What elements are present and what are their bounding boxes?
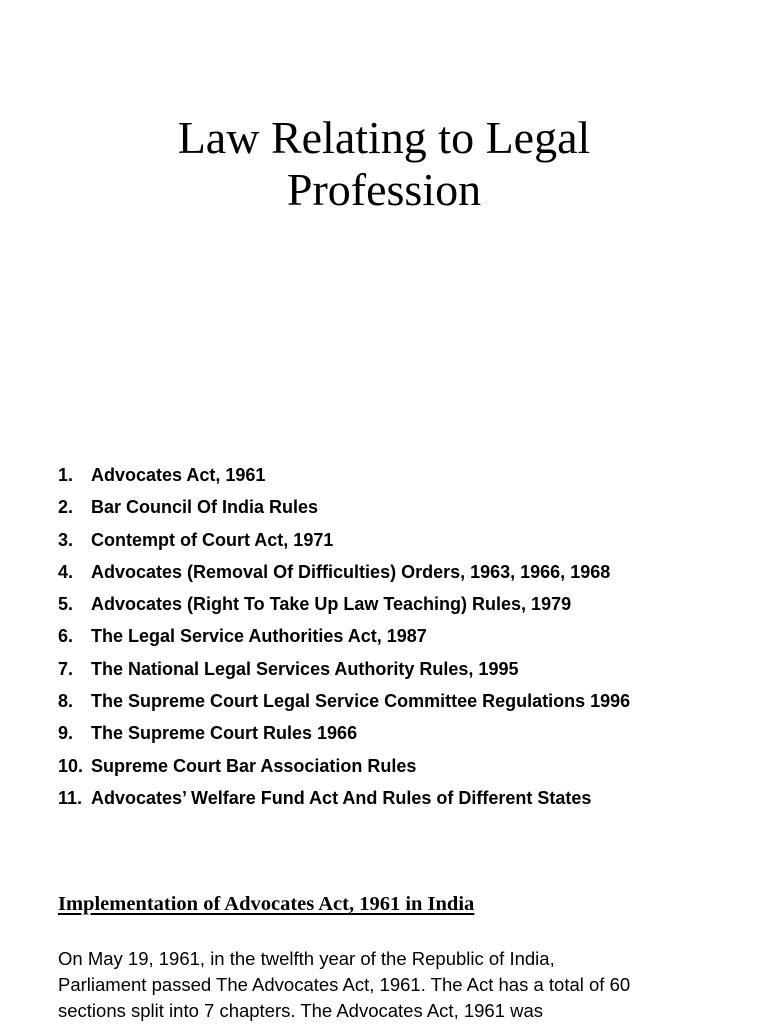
paragraph-line: Parliament passed The Advocates Act, 1961. The Act has a total of 60 [58,974,631,995]
list-item-number: 3. [58,529,74,550]
list-item-text: The Legal Service Authorities Act, 1987 [91,626,427,647]
page-title-line-1: Law Relating to Legal [177,112,591,163]
list-item-number: 9. [58,723,74,744]
list-item-number: 7. [58,658,74,679]
list-item [58,653,758,685]
list-item-number: 6. [58,626,74,647]
acts-list [58,459,758,814]
list-item [58,588,758,620]
list-item [58,459,758,491]
list-item-text: Advocates’ Welfare Fund Act And Rules of Different States [91,787,592,808]
list-item-number: 5. [58,594,74,615]
list-item-text: Contempt of Court Act, 1971 [91,529,334,550]
list-item [58,524,758,556]
list-item-number: 4. [58,561,74,582]
section-paragraph [58,946,758,1024]
list-item [58,685,758,717]
list-item-number: 10. [58,755,84,776]
list-item-text: Advocates (Removal Of Difficulties) Orders, 1963, 1966, 1968 [91,561,611,582]
list-item-text: Supreme Court Bar Association Rules [91,755,417,776]
paragraph-line: sections split into 7 chapters. The Advocates Act, 1961 was [58,1000,544,1021]
list-item-number: 8. [58,691,74,712]
list-item [58,491,758,523]
list-item [58,750,758,782]
list-item-number: 1. [58,465,74,485]
list-item-text: Bar Council Of India Rules [91,497,319,518]
list-item-text: Advocates Act, 1961 [91,465,266,485]
list-item [58,717,758,749]
list-item [58,782,758,814]
section-heading: Implementation of Advocates Act, 1961 in India [58,893,475,915]
page-title [0,112,768,216]
list-item-text: Advocates (Right To Take Up Law Teaching) Rules, 1979 [91,594,572,615]
list-item [58,556,758,588]
paragraph-line: On May 19, 1961, in the twelfth year of the Republic of India, [58,948,555,969]
list-item-text: The National Legal Services Authority Rules, 1995 [91,658,519,679]
list-item-text: The Supreme Court Legal Service Committee Regulations 1996 [91,691,631,712]
list-item-text: The Supreme Court Rules 1966 [91,723,358,744]
list-item [58,620,758,652]
list-item-number: 11. [58,787,83,808]
list-item-number: 2. [58,497,74,518]
page-title-line-2: Profession [286,164,482,215]
